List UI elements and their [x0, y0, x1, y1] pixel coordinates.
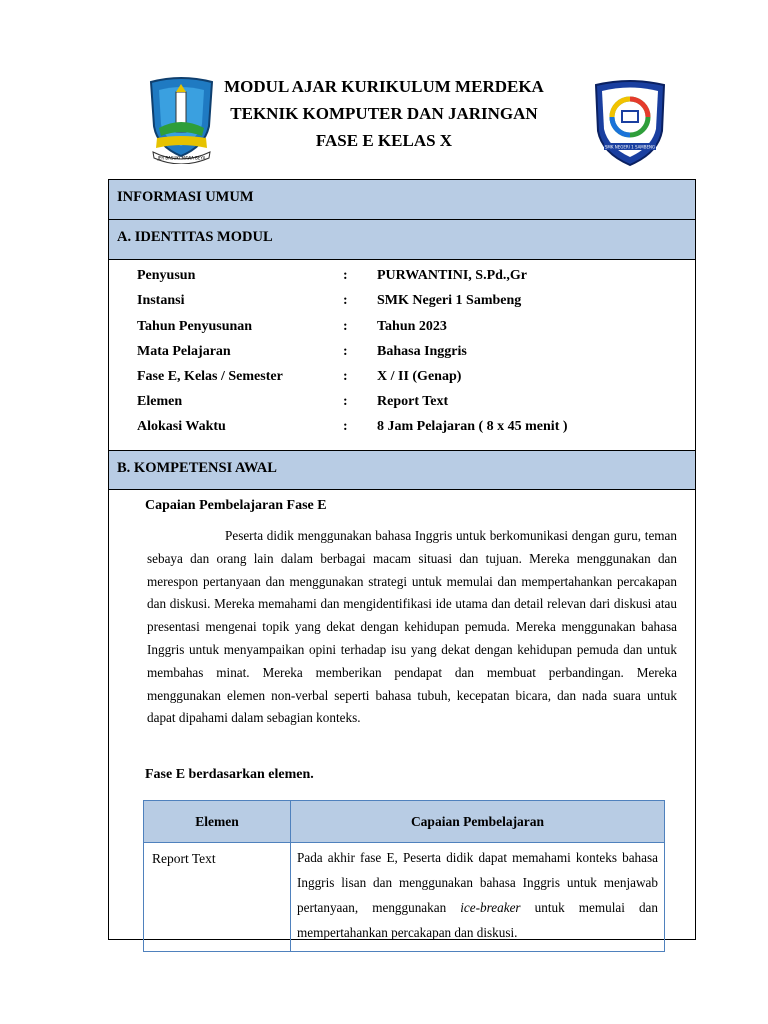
column-header-capaian: Capaian Pembelajaran — [291, 801, 665, 843]
identity-colon: : — [343, 293, 348, 308]
document-header — [0, 0, 768, 175]
identity-value: SMK Negeri 1 Sambeng — [377, 293, 522, 308]
capaian-paragraph — [147, 525, 677, 730]
title-line-3: FASE E KELAS X — [315, 131, 453, 150]
identity-label: Mata Pelajaran — [137, 344, 231, 359]
module-frame — [108, 179, 696, 940]
capaian-desc-italic: ice-breaker — [460, 900, 521, 915]
section-heading: A. IDENTITAS MODUL — [117, 229, 273, 245]
title-line-2: TEKNIK KOMPUTER DAN JARINGAN — [230, 104, 538, 123]
capaian-text: Peserta didik menggunakan bahasa Inggris untuk berkomunikasi dengan guru, teman sebaya dan orang lain dalam berbagai macam situasi dan tujuan. Mereka menggunakan dan merespon pertanyaan dan menggunakan strategi untuk memulai dan mempertahankan percakapan dan diskusi. Mereka memahami dan mengidentifikasi ide utama dan detail relevan dari diskusi atau presentasi mengenai topik yang dekat dengan kehidupan pemuda. Mereka menggunakan bahasa Inggris untuk menyampaikan opini terhadap isu yang dekat dengan kehidupan pemuda dan untuk membahas minat. Mereka memberikan pendapat dan membuat perbandingan. Mereka menggunakan elemen non-verbal seperti bahasa tubuh, kecepatan bicara, dan nada suara untuk dapat dipahami dalam sebagian konteks. — [147, 528, 677, 726]
identity-value: Bahasa Inggris — [377, 344, 467, 359]
title-line-1: MODUL AJAR KURIKULUM MERDEKA — [224, 77, 544, 96]
cell-elemen: Report Text — [144, 843, 291, 952]
section-kompetensi-awal — [109, 450, 695, 490]
identity-colon: : — [343, 419, 348, 434]
table-header-row — [144, 801, 665, 843]
section-identitas-modul — [109, 220, 695, 260]
identity-label: Alokasi Waktu — [137, 419, 226, 434]
identity-colon: : — [343, 319, 348, 334]
identity-label: Penyusun — [137, 268, 196, 283]
capaian-title: Capaian Pembelajaran Fase E — [145, 498, 327, 513]
identity-label: Fase E, Kelas / Semester — [137, 369, 283, 384]
identity-value: X / II (Genap) — [377, 369, 462, 384]
fase-title: Fase E berdasarkan elemen. — [145, 767, 314, 782]
capaian-desc-after: untuk memulai dan mempertahankan percakapan dan diskusi. — [297, 900, 658, 940]
identity-colon: : — [343, 369, 348, 384]
identity-value: 8 Jam Pelajaran ( 8 x 45 menit ) — [377, 419, 568, 434]
identity-label: Tahun Penyusunan — [137, 319, 253, 334]
identity-value: Tahun 2023 — [377, 319, 447, 334]
identity-colon: : — [343, 394, 348, 409]
identity-colon: : — [343, 268, 348, 283]
identity-label: Instansi — [137, 293, 185, 308]
identity-colon: : — [343, 344, 348, 359]
left-logo-text: JER BASUKI MAWA BEYA — [157, 155, 206, 161]
capaian-desc-before: Pada akhir fase E, Peserta didik dapat memahami konteks bahasa Inggris lisan dan menggunakan bahasa Inggris untuk menjawab pertanyaan, menggunakan — [297, 850, 658, 915]
identity-value: Report Text — [377, 394, 449, 409]
identity-label: Elemen — [137, 394, 183, 409]
capaian-table — [143, 800, 665, 952]
column-header-elemen: Elemen — [144, 801, 291, 843]
table-row — [144, 843, 665, 952]
right-logo-text: SMK NEGERI 1 SAMBENG — [604, 144, 656, 150]
identity-value: PURWANTINI, S.Pd.,Gr — [377, 268, 528, 283]
module-title — [200, 73, 568, 154]
section-heading: B. KOMPETENSI AWAL — [117, 460, 277, 476]
section-informasi-umum — [109, 180, 695, 220]
school-emblem-icon — [592, 77, 668, 167]
section-heading: INFORMASI UMUM — [117, 189, 254, 205]
cell-capaian — [291, 843, 665, 952]
